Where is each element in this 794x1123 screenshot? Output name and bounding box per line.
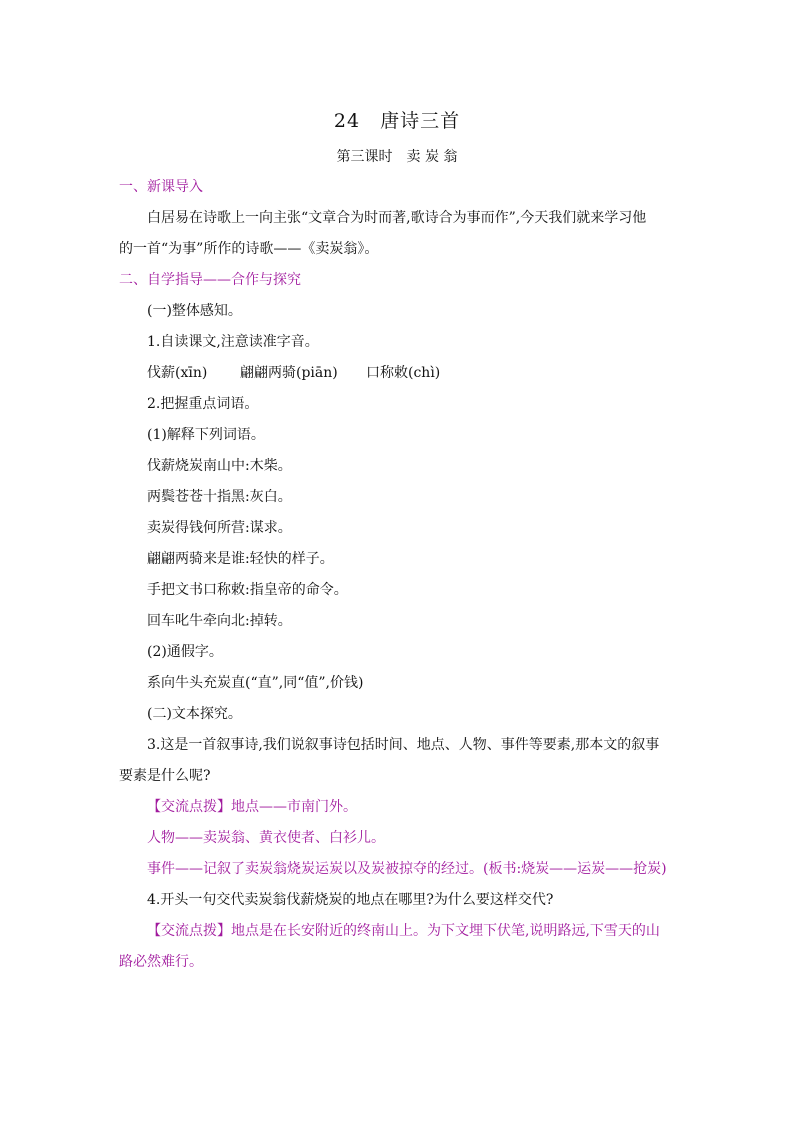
- word-explanation: 翩翩两骑来是谁:轻快的样子。: [147, 551, 334, 567]
- answer-3-line-1: 【交流点拨】地点——市南门外。: [147, 799, 357, 815]
- lesson-title: 24 唐诗三首: [333, 110, 461, 132]
- paragraph: 1.自读课文,注意读准字音。: [147, 334, 319, 350]
- intro-line-2: 的一首“为事”所作的诗歌——《卖炭翁》。: [119, 241, 379, 257]
- question-3-line-1: 3.这是一首叙事诗,我们说叙事诗包括时间、地点、人物、事件等要素,那本文的叙事: [147, 737, 660, 753]
- question-4: 4.开头一句交代卖炭翁伐薪烧炭的地点在哪里?为什么要这样交代?: [147, 892, 554, 908]
- pinyin-item: 翩翩两骑(piān): [240, 365, 338, 381]
- paragraph: (2)通假字。: [147, 644, 223, 660]
- answer-3-line-2: 人物——卖炭翁、黄衣使者、白衫儿。: [147, 830, 385, 846]
- word-explanation: 回车叱牛牵向北:掉转。: [147, 613, 292, 629]
- section-heading-1: 一、新课导入: [119, 179, 203, 195]
- intro-line-1: 白居易在诗歌上一向主张“文章合为时而著,歌诗合为事而作”,今天我们就来学习他: [147, 210, 647, 226]
- paragraph: 系向牛头充炭直(“直”,同“值”,价钱): [147, 675, 364, 691]
- answer-4-line-1: 【交流点拨】地点是在长安附近的终南山上。为下文埋下伏笔,说明路远,下雪天的山: [147, 923, 660, 939]
- answer-4-line-2: 路必然难行。: [119, 954, 203, 970]
- section-heading-2: 二、自学指导——合作与探究: [119, 272, 301, 288]
- paragraph: (一)整体感知。: [147, 303, 242, 319]
- pinyin-item: 伐薪(xīn): [147, 365, 208, 381]
- question-3-line-2: 要素是什么呢?: [119, 768, 211, 784]
- pinyin-row: [147, 363, 440, 383]
- answer-3-line-3: 事件——记叙了卖炭翁烧炭运炭以及炭被掠夺的经过。(板书:烧炭——运炭——抢炭): [147, 861, 667, 877]
- paragraph: (1)解释下列词语。: [147, 427, 265, 443]
- pinyin-item: 口称敕(chì): [366, 365, 441, 381]
- paragraph: 2.把握重点词语。: [147, 396, 259, 412]
- word-explanation: 手把文书口称敕:指皇帝的命令。: [147, 582, 348, 598]
- paragraph: (二)文本探究。: [147, 706, 242, 722]
- word-explanation: 伐薪烧炭南山中:木柴。: [147, 458, 292, 474]
- lesson-subtitle: 第三课时 卖 炭 翁: [336, 149, 458, 165]
- word-explanation: 两鬓苍苍十指黑:灰白。: [147, 489, 292, 505]
- word-explanation: 卖炭得钱何所营:谋求。: [147, 520, 292, 536]
